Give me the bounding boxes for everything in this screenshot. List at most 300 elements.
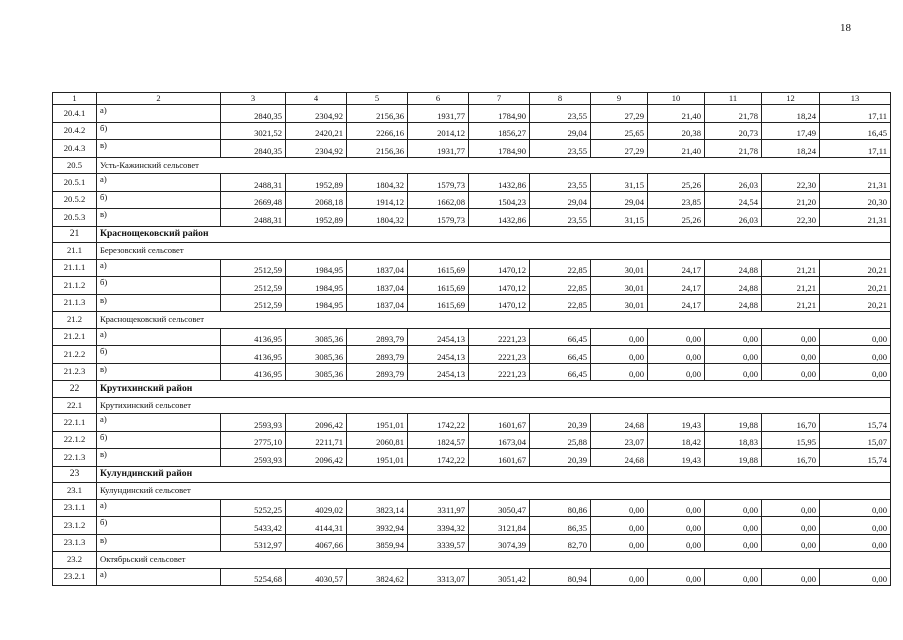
value-cell: 26,03 [705, 209, 762, 227]
value-cell: 2221,23 [469, 363, 530, 381]
row-code: 20.5 [53, 157, 97, 174]
value-cell: 24,88 [705, 259, 762, 277]
value-cell: 0,00 [762, 568, 820, 586]
value-cell: 4067,66 [286, 534, 347, 552]
value-cell: 0,00 [762, 517, 820, 535]
row-code: 23.1 [53, 483, 97, 500]
value-cell: 3339,57 [408, 534, 469, 552]
council-title: Октябрьский сельсовет [97, 552, 891, 569]
value-cell: 1837,04 [347, 259, 408, 277]
value-cell: 25,26 [648, 174, 705, 192]
value-cell: 21,31 [820, 209, 891, 227]
value-cell: 3121,84 [469, 517, 530, 535]
value-cell: 25,88 [530, 431, 591, 449]
value-cell: 0,00 [820, 534, 891, 552]
value-cell: 20,21 [820, 277, 891, 295]
value-cell: 2156,36 [347, 140, 408, 158]
value-cell: 2454,13 [408, 346, 469, 364]
value-cell: 0,00 [762, 499, 820, 517]
value-cell: 24,88 [705, 277, 762, 295]
row-variant: в) [97, 449, 221, 467]
row-code: 22 [53, 381, 97, 398]
value-cell: 15,07 [820, 431, 891, 449]
district-title: Краснощековский район [97, 226, 891, 243]
data-row [53, 363, 891, 381]
value-cell: 3074,39 [469, 534, 530, 552]
council-row [53, 483, 891, 500]
value-cell: 3085,36 [286, 363, 347, 381]
council-title: Кулундинский сельсовет [97, 483, 891, 500]
data-row [53, 191, 891, 209]
value-cell: 2488,31 [221, 209, 286, 227]
value-cell: 1951,01 [347, 414, 408, 432]
value-cell: 24,17 [648, 277, 705, 295]
value-cell: 29,04 [591, 191, 648, 209]
value-cell: 1931,77 [408, 140, 469, 158]
value-cell: 1856,27 [469, 122, 530, 140]
value-cell: 3085,36 [286, 328, 347, 346]
value-cell: 80,86 [530, 499, 591, 517]
value-cell: 27,29 [591, 140, 648, 158]
value-cell: 2420,21 [286, 122, 347, 140]
value-cell: 1931,77 [408, 105, 469, 123]
value-cell: 2454,13 [408, 363, 469, 381]
value-cell: 2221,23 [469, 328, 530, 346]
column-header: 9 [591, 93, 648, 105]
value-cell: 0,00 [648, 517, 705, 535]
value-cell: 23,55 [530, 140, 591, 158]
council-title: Усть-Кажинский сельсовет [97, 157, 891, 174]
data-row [53, 568, 891, 586]
row-variant: а) [97, 259, 221, 277]
row-code: 22.1.1 [53, 414, 97, 432]
value-cell: 15,95 [762, 431, 820, 449]
value-cell: 3313,07 [408, 568, 469, 586]
row-code: 21.1 [53, 243, 97, 260]
value-cell: 2512,59 [221, 277, 286, 295]
value-cell: 2775,10 [221, 431, 286, 449]
value-cell: 2156,36 [347, 105, 408, 123]
row-code: 20.4.2 [53, 122, 97, 140]
value-cell: 0,00 [762, 346, 820, 364]
value-cell: 1601,67 [469, 449, 530, 467]
value-cell: 2488,31 [221, 174, 286, 192]
value-cell: 1804,32 [347, 209, 408, 227]
value-cell: 0,00 [705, 499, 762, 517]
row-code: 22.1 [53, 397, 97, 414]
value-cell: 18,24 [762, 105, 820, 123]
value-cell: 26,03 [705, 174, 762, 192]
value-cell: 0,00 [762, 363, 820, 381]
value-cell: 0,00 [820, 328, 891, 346]
value-cell: 1837,04 [347, 277, 408, 295]
data-row [53, 449, 891, 467]
value-cell: 0,00 [762, 328, 820, 346]
value-cell: 3859,94 [347, 534, 408, 552]
council-row [53, 552, 891, 569]
row-variant: б) [97, 277, 221, 295]
value-cell: 0,00 [648, 328, 705, 346]
value-cell: 0,00 [648, 568, 705, 586]
value-cell: 15,74 [820, 414, 891, 432]
row-code: 21.1.2 [53, 277, 97, 295]
value-cell: 86,35 [530, 517, 591, 535]
row-variant: в) [97, 534, 221, 552]
column-header: 1 [53, 93, 97, 105]
value-cell: 1951,01 [347, 449, 408, 467]
value-cell: 1984,95 [286, 277, 347, 295]
value-cell: 22,85 [530, 259, 591, 277]
value-cell: 2893,79 [347, 346, 408, 364]
row-variant: а) [97, 568, 221, 586]
value-cell: 23,85 [648, 191, 705, 209]
column-header: 11 [705, 93, 762, 105]
row-variant: в) [97, 294, 221, 312]
column-header: 6 [408, 93, 469, 105]
district-title: Кулундинский район [97, 466, 891, 483]
row-variant: в) [97, 209, 221, 227]
value-cell: 3021,52 [221, 122, 286, 140]
row-code: 23.1.3 [53, 534, 97, 552]
row-variant: а) [97, 174, 221, 192]
data-row [53, 209, 891, 227]
value-cell: 1432,86 [469, 174, 530, 192]
value-cell: 21,21 [762, 277, 820, 295]
value-cell: 5433,42 [221, 517, 286, 535]
value-cell: 4030,57 [286, 568, 347, 586]
value-cell: 0,00 [591, 517, 648, 535]
value-cell: 1432,86 [469, 209, 530, 227]
district-row [53, 381, 891, 398]
value-cell: 23,55 [530, 209, 591, 227]
column-header: 3 [221, 93, 286, 105]
value-cell: 2211,71 [286, 431, 347, 449]
value-cell: 18,42 [648, 431, 705, 449]
value-cell: 30,01 [591, 294, 648, 312]
value-cell: 1984,95 [286, 294, 347, 312]
value-cell: 25,65 [591, 122, 648, 140]
column-header: 4 [286, 93, 347, 105]
value-cell: 0,00 [648, 534, 705, 552]
value-cell: 23,07 [591, 431, 648, 449]
data-row [53, 431, 891, 449]
row-variant: б) [97, 346, 221, 364]
value-cell: 23,55 [530, 105, 591, 123]
value-cell: 4136,95 [221, 328, 286, 346]
row-variant: а) [97, 328, 221, 346]
value-cell: 80,94 [530, 568, 591, 586]
value-cell: 0,00 [705, 568, 762, 586]
value-cell: 21,20 [762, 191, 820, 209]
data-row [53, 122, 891, 140]
district-row [53, 466, 891, 483]
row-variant: а) [97, 414, 221, 432]
value-cell: 1952,89 [286, 174, 347, 192]
value-cell: 2454,13 [408, 328, 469, 346]
column-header: 5 [347, 93, 408, 105]
value-cell: 0,00 [591, 363, 648, 381]
column-header: 13 [820, 93, 891, 105]
row-code: 23.1.1 [53, 499, 97, 517]
value-cell: 24,17 [648, 259, 705, 277]
value-cell: 1673,04 [469, 431, 530, 449]
row-code: 20.5.2 [53, 191, 97, 209]
value-cell: 25,26 [648, 209, 705, 227]
value-cell: 1579,73 [408, 174, 469, 192]
row-variant: б) [97, 122, 221, 140]
value-cell: 2304,92 [286, 105, 347, 123]
value-cell: 18,24 [762, 140, 820, 158]
value-cell: 31,15 [591, 174, 648, 192]
value-cell: 16,70 [762, 414, 820, 432]
value-cell: 24,17 [648, 294, 705, 312]
value-cell: 1914,12 [347, 191, 408, 209]
value-cell: 24,88 [705, 294, 762, 312]
row-variant: б) [97, 517, 221, 535]
column-header: 8 [530, 93, 591, 105]
row-variant: в) [97, 140, 221, 158]
value-cell: 2893,79 [347, 363, 408, 381]
council-row [53, 312, 891, 329]
value-cell: 16,45 [820, 122, 891, 140]
value-cell: 0,00 [591, 499, 648, 517]
row-variant: в) [97, 363, 221, 381]
value-cell: 0,00 [820, 568, 891, 586]
value-cell: 24,54 [705, 191, 762, 209]
row-variant: а) [97, 105, 221, 123]
value-cell: 19,88 [705, 449, 762, 467]
value-cell: 21,40 [648, 140, 705, 158]
value-cell: 0,00 [648, 499, 705, 517]
value-cell: 21,21 [762, 294, 820, 312]
value-cell: 0,00 [705, 346, 762, 364]
value-cell: 1784,90 [469, 140, 530, 158]
value-cell: 0,00 [705, 328, 762, 346]
value-cell: 0,00 [705, 534, 762, 552]
value-cell: 1952,89 [286, 209, 347, 227]
row-variant: б) [97, 191, 221, 209]
value-cell: 2893,79 [347, 328, 408, 346]
value-cell: 20,73 [705, 122, 762, 140]
value-cell: 20,21 [820, 259, 891, 277]
value-cell: 3932,94 [347, 517, 408, 535]
value-cell: 3311,97 [408, 499, 469, 517]
value-cell: 22,85 [530, 294, 591, 312]
value-cell: 2840,35 [221, 105, 286, 123]
value-cell: 1470,12 [469, 294, 530, 312]
value-cell: 2221,23 [469, 346, 530, 364]
column-header: 7 [469, 93, 530, 105]
value-cell: 3394,32 [408, 517, 469, 535]
row-code: 23.2.1 [53, 568, 97, 586]
council-row [53, 157, 891, 174]
value-cell: 24,68 [591, 414, 648, 432]
row-code: 21.2.3 [53, 363, 97, 381]
value-cell: 4136,95 [221, 363, 286, 381]
value-cell: 0,00 [591, 346, 648, 364]
value-cell: 5312,97 [221, 534, 286, 552]
row-code: 23.2 [53, 552, 97, 569]
value-cell: 2068,18 [286, 191, 347, 209]
data-row [53, 259, 891, 277]
value-cell: 19,88 [705, 414, 762, 432]
value-cell: 1784,90 [469, 105, 530, 123]
row-code: 22.1.3 [53, 449, 97, 467]
district-row [53, 226, 891, 243]
data-row [53, 277, 891, 295]
row-code: 20.4.1 [53, 105, 97, 123]
value-cell: 0,00 [591, 534, 648, 552]
value-cell: 30,01 [591, 277, 648, 295]
district-title: Крутихинский район [97, 381, 891, 398]
value-cell: 0,00 [820, 363, 891, 381]
row-code: 21.2 [53, 312, 97, 329]
value-cell: 1742,22 [408, 449, 469, 467]
value-cell: 0,00 [820, 517, 891, 535]
value-cell: 22,85 [530, 277, 591, 295]
value-cell: 2593,93 [221, 449, 286, 467]
value-cell: 2669,48 [221, 191, 286, 209]
value-cell: 22,30 [762, 209, 820, 227]
row-code: 20.5.3 [53, 209, 97, 227]
row-code: 21.2.1 [53, 328, 97, 346]
value-cell: 2304,92 [286, 140, 347, 158]
value-cell: 0,00 [762, 534, 820, 552]
value-cell: 17,11 [820, 105, 891, 123]
value-cell: 29,04 [530, 191, 591, 209]
row-code: 23 [53, 466, 97, 483]
column-header: 12 [762, 93, 820, 105]
value-cell: 0,00 [820, 499, 891, 517]
value-cell: 3051,42 [469, 568, 530, 586]
data-row [53, 414, 891, 432]
data-row [53, 174, 891, 192]
row-code: 20.5.1 [53, 174, 97, 192]
value-cell: 4029,02 [286, 499, 347, 517]
value-cell: 1615,69 [408, 294, 469, 312]
header-row [53, 93, 891, 105]
value-cell: 15,74 [820, 449, 891, 467]
column-header: 2 [97, 93, 221, 105]
value-cell: 21,21 [762, 259, 820, 277]
value-cell: 20,39 [530, 449, 591, 467]
value-cell: 20,39 [530, 414, 591, 432]
value-cell: 0,00 [591, 568, 648, 586]
data-row [53, 105, 891, 123]
data-row [53, 534, 891, 552]
value-cell: 24,68 [591, 449, 648, 467]
council-title: Березовский сельсовет [97, 243, 891, 260]
value-cell: 27,29 [591, 105, 648, 123]
value-cell: 3824,62 [347, 568, 408, 586]
value-cell: 66,45 [530, 328, 591, 346]
value-cell: 0,00 [591, 328, 648, 346]
council-row [53, 397, 891, 414]
row-code: 21.1.1 [53, 259, 97, 277]
value-cell: 4144,31 [286, 517, 347, 535]
value-cell: 2060,81 [347, 431, 408, 449]
value-cell: 16,70 [762, 449, 820, 467]
value-cell: 19,43 [648, 414, 705, 432]
value-cell: 2096,42 [286, 414, 347, 432]
value-cell: 66,45 [530, 346, 591, 364]
value-cell: 21,78 [705, 140, 762, 158]
row-code: 21.1.3 [53, 294, 97, 312]
value-cell: 22,30 [762, 174, 820, 192]
value-cell: 1804,32 [347, 174, 408, 192]
value-cell: 1837,04 [347, 294, 408, 312]
data-row [53, 517, 891, 535]
data-row [53, 328, 891, 346]
value-cell: 1615,69 [408, 277, 469, 295]
value-cell: 1662,08 [408, 191, 469, 209]
council-row [53, 243, 891, 260]
value-cell: 21,40 [648, 105, 705, 123]
value-cell: 2512,59 [221, 259, 286, 277]
value-cell: 2840,35 [221, 140, 286, 158]
row-code: 23.1.2 [53, 517, 97, 535]
value-cell: 3085,36 [286, 346, 347, 364]
value-cell: 1601,67 [469, 414, 530, 432]
value-cell: 1470,12 [469, 277, 530, 295]
row-variant: б) [97, 431, 221, 449]
value-cell: 17,11 [820, 140, 891, 158]
tariff-table [52, 92, 891, 586]
value-cell: 3050,47 [469, 499, 530, 517]
value-cell: 5254,68 [221, 568, 286, 586]
value-cell: 17,49 [762, 122, 820, 140]
value-cell: 0,00 [705, 363, 762, 381]
value-cell: 2512,59 [221, 294, 286, 312]
row-variant: а) [97, 499, 221, 517]
value-cell: 1504,23 [469, 191, 530, 209]
value-cell: 0,00 [648, 363, 705, 381]
value-cell: 2014,12 [408, 122, 469, 140]
value-cell: 1742,22 [408, 414, 469, 432]
page-number: 18 [840, 22, 851, 34]
value-cell: 1579,73 [408, 209, 469, 227]
data-row [53, 499, 891, 517]
value-cell: 2096,42 [286, 449, 347, 467]
value-cell: 4136,95 [221, 346, 286, 364]
value-cell: 0,00 [705, 517, 762, 535]
value-cell: 1470,12 [469, 259, 530, 277]
value-cell: 23,55 [530, 174, 591, 192]
column-header: 10 [648, 93, 705, 105]
value-cell: 1615,69 [408, 259, 469, 277]
value-cell: 21,78 [705, 105, 762, 123]
value-cell: 5252,25 [221, 499, 286, 517]
value-cell: 20,21 [820, 294, 891, 312]
value-cell: 31,15 [591, 209, 648, 227]
value-cell: 20,30 [820, 191, 891, 209]
data-row [53, 140, 891, 158]
value-cell: 19,43 [648, 449, 705, 467]
data-row [53, 346, 891, 364]
row-code: 20.4.3 [53, 140, 97, 158]
value-cell: 0,00 [648, 346, 705, 364]
value-cell: 3823,14 [347, 499, 408, 517]
value-cell: 30,01 [591, 259, 648, 277]
value-cell: 66,45 [530, 363, 591, 381]
value-cell: 29,04 [530, 122, 591, 140]
value-cell: 2593,93 [221, 414, 286, 432]
value-cell: 21,31 [820, 174, 891, 192]
council-title: Крутихинский сельсовет [97, 397, 891, 414]
council-title: Краснощековский сельсовет [97, 312, 891, 329]
data-row [53, 294, 891, 312]
value-cell: 82,70 [530, 534, 591, 552]
